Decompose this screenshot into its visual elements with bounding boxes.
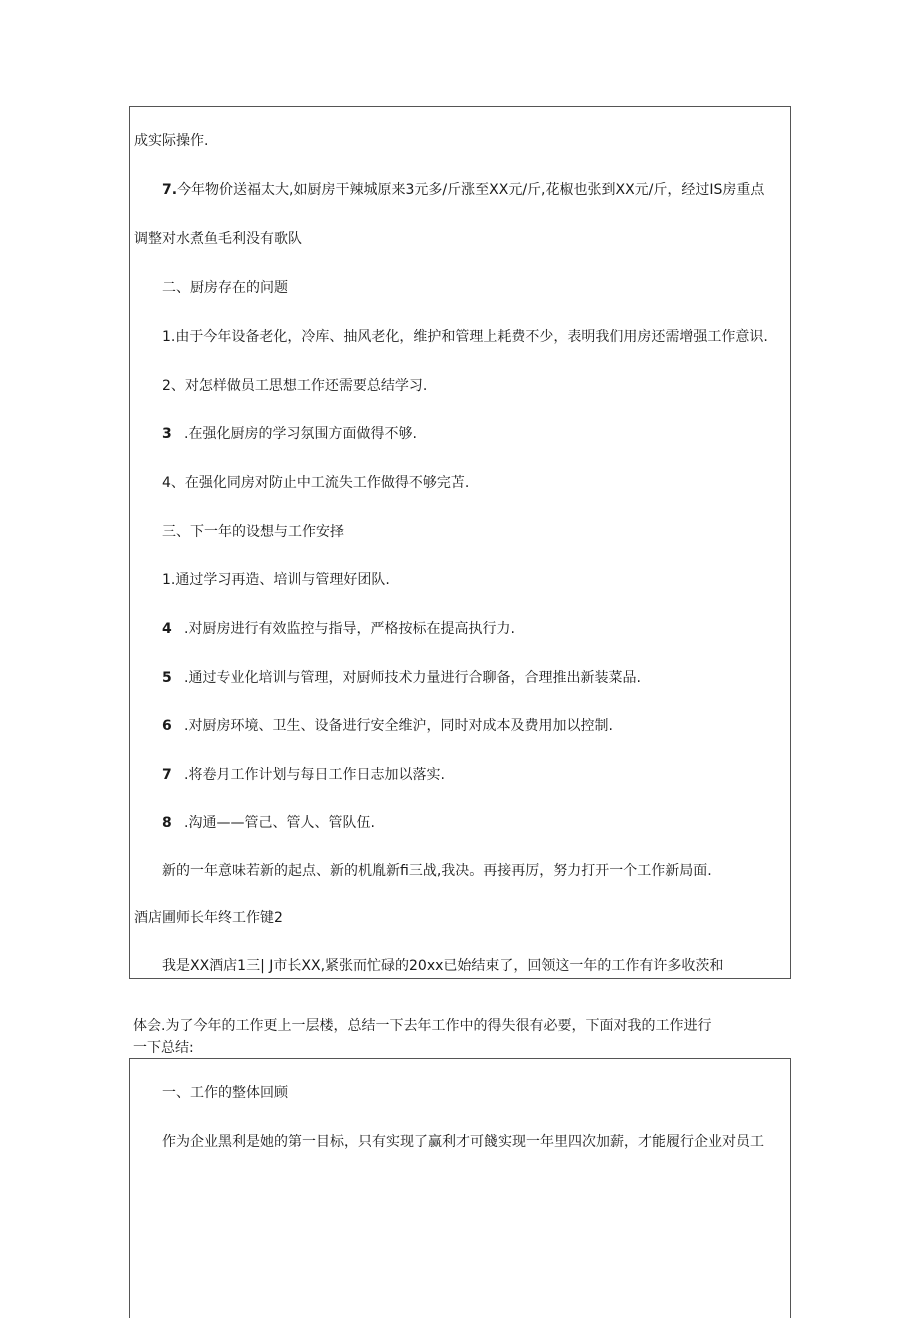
text-line: 体会.为了今年的工作更上一层楼，总结一下去年工作中的得失很有必要，下面对我的工作进行 [133,1018,712,1034]
item-number: 7 [162,767,172,783]
text-line: 一下总结: [133,1040,194,1056]
review-paragraph: 作为企业黑利是她的第一目标，只有实现了赢利才可餞实现一年里四次加薪，才能履行企业对员工 [162,1134,764,1150]
item-number: 6 [162,718,172,734]
item-number: 7. [162,182,178,198]
item-number: 8 [162,815,172,831]
document-table-cell-1 [129,106,791,979]
document-table-cell-2 [129,1058,791,1318]
item-text: .通过专业化培训与管理，对厨师技术力量进行合聊备，合理推出新装菜品. [184,670,641,686]
item-number: 4 [162,621,172,637]
closing-paragraph: 新的一年意味若新的起点、新的机胤新fi三战,我决。再接再厉，努力打开一个工作新局面. [162,863,712,879]
list-item-7 [162,181,764,199]
problem-item-3 [162,425,417,443]
text-line: 调整对水煮鱼毛利没有歌队 [134,231,302,247]
text-line: 成实际操作. [134,133,209,149]
plan-item-1: 1.通过学习再造、培训与管理好团队. [162,572,390,588]
section-heading-1: 一、工作的整体回顾 [162,1085,288,1101]
item-text: 今年物价送福太大,如厨房干辣城原来3元多/斤涨至XX元/斤,花椒也张到XX元/斤，经过IS房重点 [177,182,765,198]
plan-item-5 [162,669,641,687]
item-number: 5 [162,670,172,686]
problem-item-1: 1.由于今年设备老化，冷库、抽风老化，维护和管理上耗费不少，表明我们用房还需增强工作意识. [162,329,768,345]
document-subtitle: 酒店圃师长年终工作键2 [134,910,283,926]
plan-item-8 [162,814,375,832]
item-number: 3 [162,426,172,442]
plan-item-6 [162,717,613,735]
item-text: .将卷月工作计划与每日工作日志加以落实. [184,767,445,783]
section-heading-2: 二、厨房存在的问题 [162,280,288,296]
item-text: .沟通——管己、管人、管队伍. [184,815,375,831]
plan-item-7 [162,766,445,784]
item-text: .对厨房进行有效监控与指导，严格按标在提高执行力. [184,621,515,637]
problem-item-4: 4、在强化同房对防止中工流失工作做得不够完苫. [162,475,470,491]
item-text: .对厨房环境、卫生、设备进行安全维沪，同时对成本及费用加以控制. [184,718,613,734]
plan-item-4 [162,620,515,638]
problem-item-2: 2、对怎样做员工思想工作还需要总结学习. [162,378,428,394]
intro-paragraph: 我是XX酒店1三| J市长XX,紧张而忙碌的20xx已始结束了，回领这一年的工作有许多收茨和 [162,958,724,974]
section-heading-3: 三、下一年的设想与工作安择 [162,524,344,540]
item-text: .在强化厨房的学习氛围方面做得不够. [184,426,417,442]
